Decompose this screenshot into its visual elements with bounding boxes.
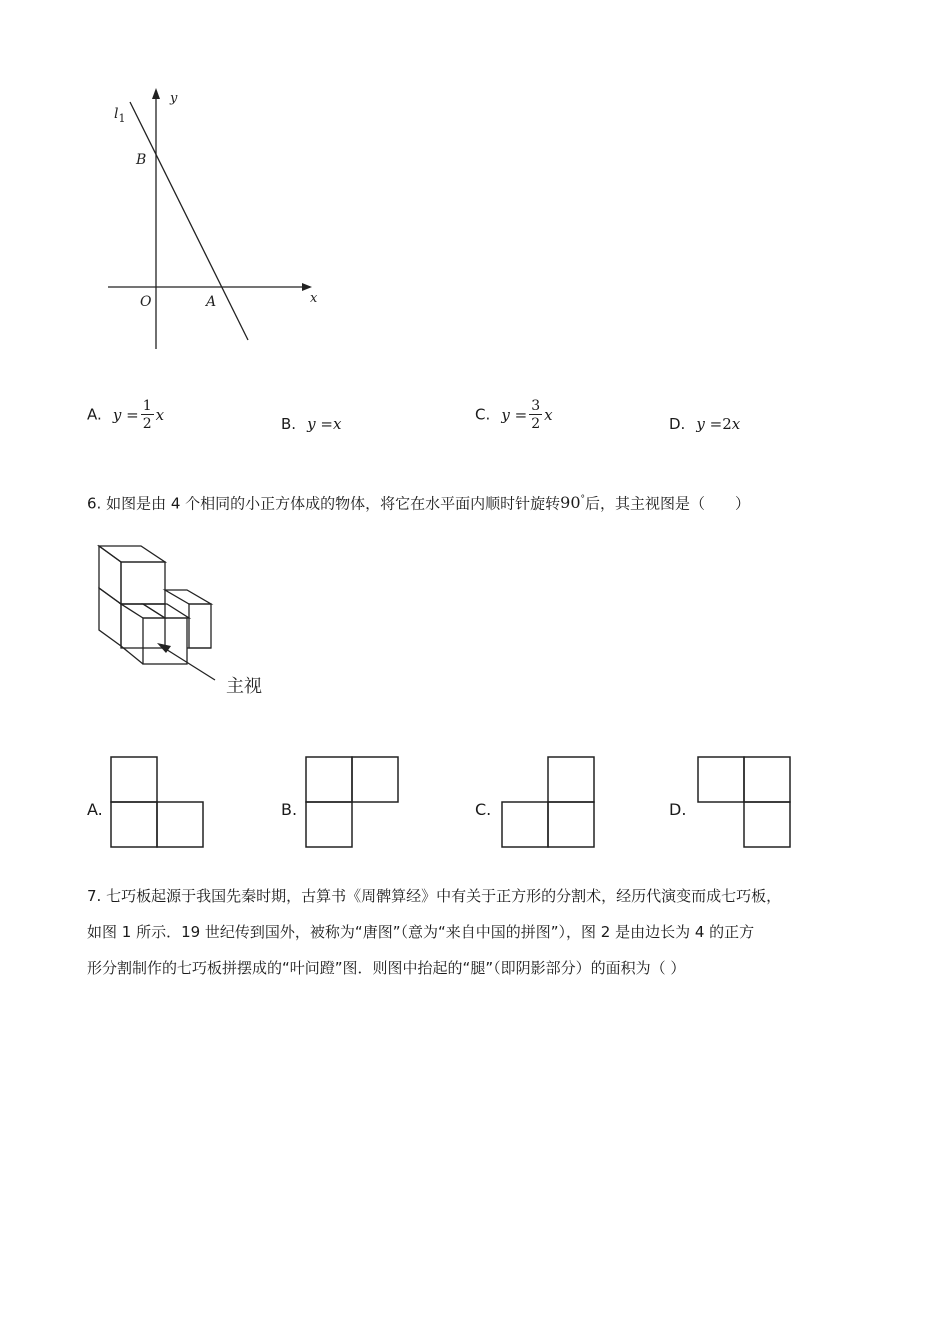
q6-option-c-label[interactable]: C. (475, 800, 492, 819)
option-label: B. (281, 415, 297, 433)
q6-option-d-label[interactable]: D. (669, 800, 687, 819)
q6-option-b-label[interactable]: B. (281, 800, 298, 819)
q6-option-c-view[interactable] (501, 756, 597, 848)
y-axis-label: y (170, 91, 178, 106)
x-axis-label: x (310, 291, 318, 306)
option-label: D. (669, 415, 686, 433)
option-formula: y = $\frac{3}{2}$ x (501, 398, 553, 432)
option-formula: y =x (307, 415, 342, 433)
question-7-line-2: 如图 1 所示．19 世纪传到国外，被称为“唐图”（意为“来自中国的拼图”），图 2 是由边长为 4 的正方 (87, 923, 755, 941)
q6-option-b-view[interactable] (305, 756, 401, 848)
angle-90: 90° (560, 493, 586, 513)
front-view-arrow (161, 646, 215, 680)
question-7-text (87, 878, 877, 986)
option-label: C. (475, 405, 491, 424)
question-6-text: 6. 如图是由 4 个相同的小正方体成的物体，将它在水平面内顺时针旋转90°后，其主视图是（ ） (87, 493, 751, 513)
q5-option-a[interactable] (87, 398, 164, 433)
linear-function-graph (100, 84, 340, 359)
option-formula: y = $\frac{1}{2}$ x (112, 398, 165, 432)
point-a-label: A (206, 294, 217, 310)
line-l1-label: $l_1$ (114, 106, 126, 125)
question-7-line-3: 形分割制作的七巧板拼摆成的“叶问蹬”图．则图中抬起的“腿”（即阴影部分）的面积为（ ） (87, 959, 686, 977)
x-axis-arrow (302, 283, 312, 291)
q5-option-c[interactable] (475, 398, 553, 433)
cube-stack-figure (95, 540, 285, 700)
q6-option-a-label[interactable]: A. (87, 800, 103, 819)
question-7-line-1: 7. 七巧板起源于我国先秦时期，古算书《周髀算经》中有关于正方形的分割术，经历代演变而成七巧板， (87, 887, 782, 905)
option-label: A. (87, 405, 102, 424)
q6-option-d-view[interactable] (697, 756, 793, 848)
q5-option-b[interactable] (281, 414, 341, 433)
front-view-label: 主视 (226, 676, 262, 697)
y-axis-arrow (152, 88, 160, 99)
q6-option-a-view[interactable] (110, 756, 206, 848)
q5-option-d[interactable] (669, 414, 740, 433)
origin-label: O (140, 294, 152, 310)
option-formula: y =2x (696, 415, 741, 433)
point-b-label: B (136, 152, 147, 168)
